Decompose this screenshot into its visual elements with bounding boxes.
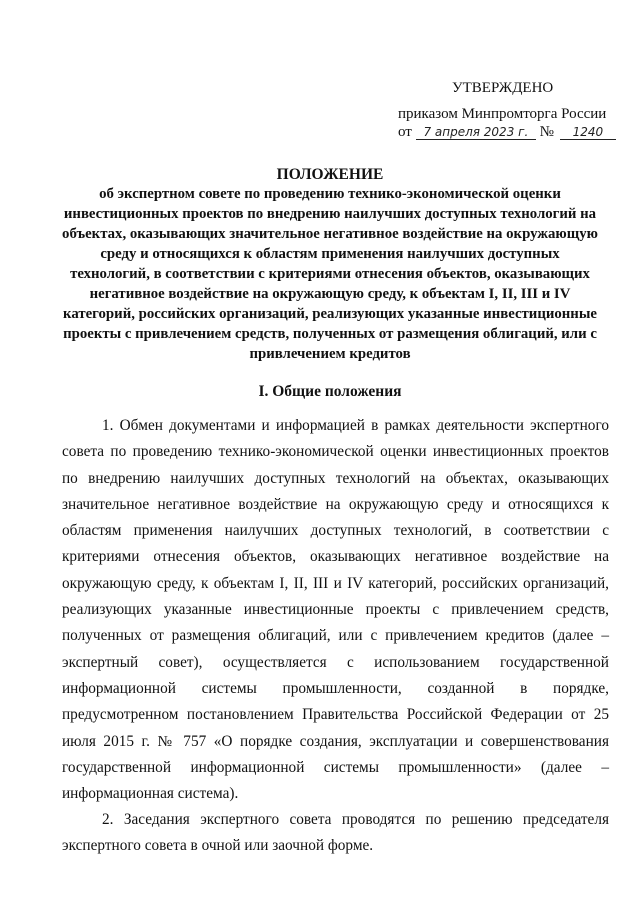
handwritten-number: 1240 bbox=[560, 125, 616, 140]
handwritten-date: 7 апреля 2023 г. bbox=[416, 125, 536, 140]
order-reference: приказом Минпромторга России bbox=[398, 106, 607, 122]
approval-stamp-label: УТВЕРЖДЕНО bbox=[452, 80, 554, 96]
section-heading: I. Общие положения bbox=[258, 383, 402, 400]
document-subtitle: об экспертном совете по проведению технико-экономической оценки инвестиционных проектов по внедрению наилучших доступных технологий на объектах, оказывающих значительное негативное воздействие на окружающую среду и относящихся к областям применения наилучших доступных технологий, в соответствии с критериями отнесения объектов, оказывающих негативное воздействие на окружающую среду, к объектам I, II, III и IV категорий, российских организаций, реализующих указанные инвестиционные проекты с привлечением средств, полученных от размещения облигаций, или с привлечением кредитов bbox=[62, 186, 598, 362]
number-prefix: № bbox=[539, 124, 554, 140]
document-title: ПОЛОЖЕНИЕ bbox=[276, 166, 384, 183]
order-date-number-line bbox=[398, 124, 616, 141]
date-prefix: от bbox=[398, 124, 412, 140]
paragraph-2: 2. Заседания экспертного совета проводятся по решению председателя экспертного совета в очной или заочной форме. bbox=[62, 811, 609, 855]
paragraph-1: 1. Обмен документами и информацией в рамках деятельности экспертного совета по проведению технико-экономической оценки инвестиционных проектов по внедрению наилучших доступных технологий на объектах, оказывающих значительное негативное воздействие на окружающую среду и относящихся к областям применения наилучших доступных технологий, в соответствии с критериями отнесения объектов, оказывающих негативное воздействие на окружающую среду, к объектам I, II, III и IV категорий, российских организаций, реализующих указанные инвестиционные проекты с привлечением средств, полученных от размещения облигаций, или с привлечением кредитов (далее – экспертный совет), осуществляется с использованием государственной информационной системы промышленности, созданной в порядке, предусмотренном постановлением Правительства Российской Федерации от 25 июля 2015 г. № 757 «О порядке создания, эксплуатации и совершенствования государственной информационной системы промышленности» (далее – информационная система). bbox=[62, 417, 609, 803]
